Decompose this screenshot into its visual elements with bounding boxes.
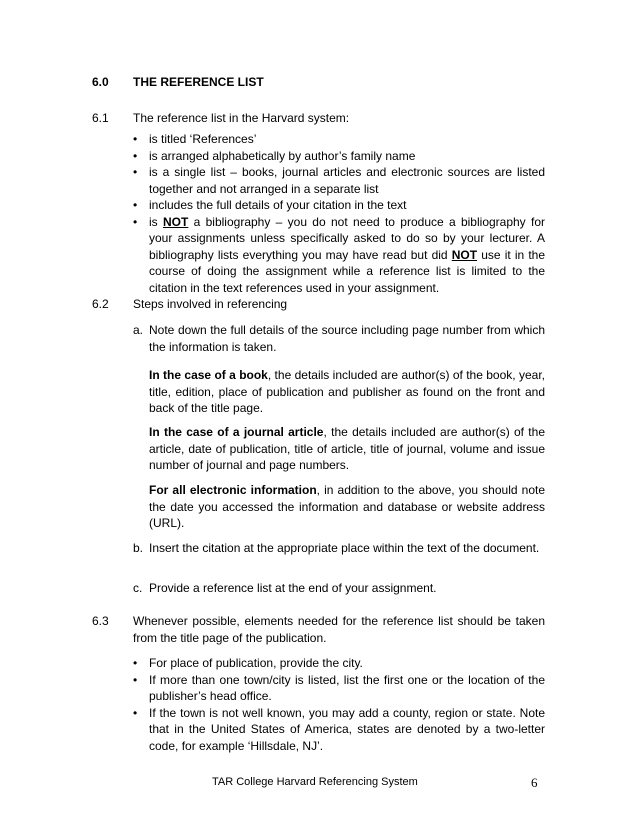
step-label: a.	[133, 323, 144, 337]
list-item: • is arranged alphabetically by author’s family name	[133, 148, 416, 163]
journal-details-paragraph: In the case of a journal article, the details included are author(s) of the article, date of publication, title of article, title of journal, volume and issue number of journal and page numbers.	[149, 425, 545, 472]
subsection-6-2-intro: Steps involved in referencing	[133, 297, 288, 311]
section-number: 6.0	[92, 75, 109, 89]
publication-bullets	[133, 655, 545, 754]
bullet-icon: •	[133, 214, 138, 229]
emphasis-not: NOT	[162, 214, 189, 229]
bullet-icon: •	[133, 165, 138, 179]
subsection-6-1-number: 6.1	[92, 111, 109, 125]
list-item: • For place of publication, provide the city.	[133, 656, 363, 670]
book-details-paragraph: In the case of a book, the details included are author(s) of the book, year, title, edition, place of publication and publisher as found on the front and back of the title page.	[149, 368, 545, 415]
list-item: • If more than one town/city is listed, list the first one or the location of the publisher’s head office.	[133, 672, 545, 703]
reference-list-bullets	[133, 131, 545, 296]
emphasis-not: NOT	[451, 247, 478, 262]
bullet-icon: •	[133, 198, 138, 212]
electronic-details-paragraph: For all electronic information, in addition to the above, you should note the date you accessed the information and database or website address (URL).	[149, 483, 545, 530]
page-number: 6	[531, 775, 538, 790]
bullet-icon: •	[133, 656, 138, 670]
section-title: THE REFERENCE LIST	[133, 75, 264, 89]
step-label: c.	[133, 581, 143, 595]
bullet-icon: •	[133, 672, 138, 687]
step-label: b.	[133, 541, 144, 555]
subsection-6-3-number: 6.3	[92, 614, 109, 628]
step-a	[133, 322, 545, 355]
list-item: • is a single list – books, journal articles and electronic sources are listed together and not arranged in a separate list	[133, 165, 545, 196]
list-item: • includes the full details of your citation in the text	[133, 198, 407, 212]
page-footer: TAR College Harvard Referencing System	[212, 776, 418, 788]
bullet-icon: •	[133, 705, 138, 720]
step-text: Provide a reference list at the end of your assignment.	[149, 581, 437, 595]
step-c	[133, 580, 545, 597]
subsection-6-3-intro: Whenever possible, elements needed for the reference list should be taken from the title page of the publication.	[133, 614, 545, 645]
step-b	[133, 540, 545, 557]
bullet-icon: •	[133, 148, 138, 163]
bullet-icon: •	[133, 132, 138, 146]
subsection-6-2-number: 6.2	[92, 297, 109, 311]
step-text: Insert the citation at the appropriate place within the text of the document.	[149, 541, 540, 555]
list-item: • is NOT a bibliography – you do not need to produce a bibliography for your assignments unless specifically asked to do so by your lecturer. A bibliography lists everything you may have read but did NOT use it in the course of doing the assignment while a reference list is limited to the citation in the text references used in your assignment.	[133, 214, 545, 295]
list-item: • If the town is not well known, you may add a county, region or state. Note that in the United States of America, states are denoted by a two-letter code, for example ‘Hillsdale, NJ’.	[133, 705, 545, 753]
list-item: • is titled ‘References’	[133, 132, 257, 146]
step-text: Note down the full details of the source including page number from which the information is taken.	[149, 323, 545, 354]
subsection-6-1-intro: The reference list in the Harvard system:	[133, 111, 350, 125]
